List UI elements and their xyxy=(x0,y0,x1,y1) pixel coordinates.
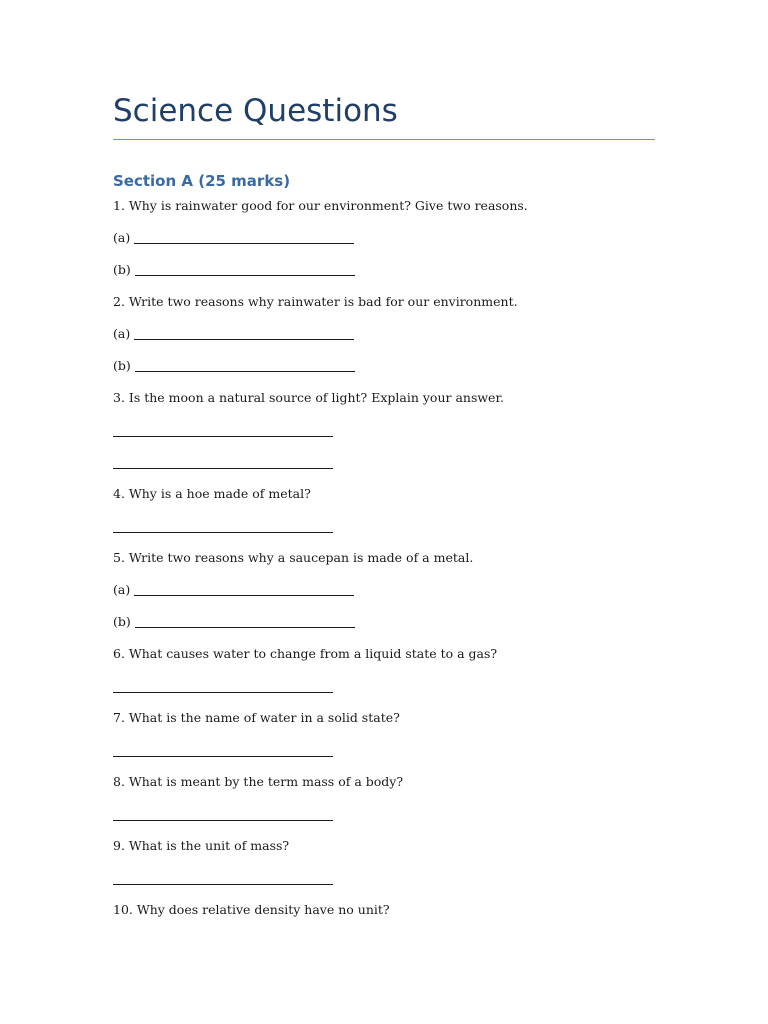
answer-label-a: (a) xyxy=(113,326,131,341)
title-underline xyxy=(113,139,655,140)
answer-blank[interactable] xyxy=(113,756,333,757)
question-4: 4. Why is a hoe made of metal? xyxy=(113,486,311,501)
question-3: 3. Is the moon a natural source of light? Explain your answer. xyxy=(113,390,505,405)
answer-2b xyxy=(113,358,355,374)
answer-blank[interactable] xyxy=(135,371,355,372)
question-1: 1. Why is rainwater good for our environment? Give two reasons. xyxy=(113,198,528,213)
section-heading: Section A (25 marks) xyxy=(113,172,291,190)
question-7: 7. What is the name of water in a solid state? xyxy=(113,710,400,725)
answer-label-a: (a) xyxy=(113,582,131,597)
answer-5b xyxy=(113,614,355,630)
question-2: 2. Write two reasons why rainwater is bad for our environment. xyxy=(113,294,518,309)
answer-label-a: (a) xyxy=(113,230,131,245)
question-6: 6. What causes water to change from a liquid state to a gas? xyxy=(113,646,498,661)
question-10: 10. Why does relative density have no unit? xyxy=(113,902,390,917)
answer-1a xyxy=(113,230,354,246)
answer-blank[interactable] xyxy=(135,275,355,276)
answer-label-b: (b) xyxy=(113,614,131,629)
answer-blank[interactable] xyxy=(113,436,333,437)
answer-blank[interactable] xyxy=(113,532,333,533)
page-title: Science Questions xyxy=(113,93,398,129)
answer-blank[interactable] xyxy=(113,820,333,821)
answer-blank[interactable] xyxy=(135,627,355,628)
answer-1b xyxy=(113,262,355,278)
answer-blank[interactable] xyxy=(134,339,354,340)
answer-label-b: (b) xyxy=(113,262,131,277)
answer-blank[interactable] xyxy=(113,692,333,693)
answer-blank[interactable] xyxy=(113,468,333,469)
answer-blank[interactable] xyxy=(134,243,354,244)
question-8: 8. What is meant by the term mass of a body? xyxy=(113,774,404,789)
question-9: 9. What is the unit of mass? xyxy=(113,838,290,853)
answer-blank[interactable] xyxy=(113,884,333,885)
answer-5a xyxy=(113,582,354,598)
answer-label-b: (b) xyxy=(113,358,131,373)
question-5: 5. Write two reasons why a saucepan is made of a metal. xyxy=(113,550,474,565)
answer-blank[interactable] xyxy=(134,595,354,596)
answer-2a xyxy=(113,326,354,342)
